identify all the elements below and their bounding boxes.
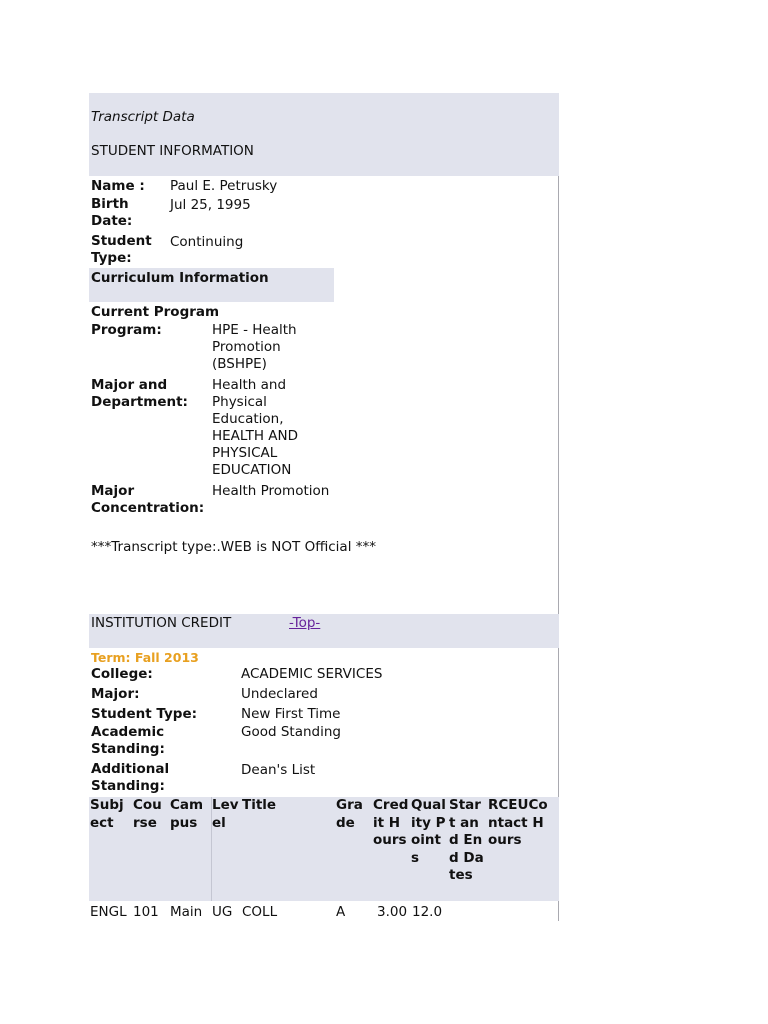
- cell-level: UG: [212, 904, 233, 920]
- name-label: Name :: [91, 178, 145, 194]
- top-link[interactable]: -Top-: [289, 615, 321, 631]
- student-info-heading: STUDENT INFORMATION: [91, 143, 254, 159]
- cell-course: 101: [133, 904, 159, 920]
- col-header-campus: Campus: [170, 797, 204, 831]
- cell-credit-hours: 3.00: [377, 904, 408, 920]
- cell-grade: A: [336, 904, 346, 920]
- term-major-label: Major:: [91, 686, 140, 702]
- college-label: College:: [91, 666, 153, 682]
- col-header-quality-points: Quality Points: [411, 797, 446, 866]
- college-value: ACADEMIC SERVICES: [241, 666, 383, 682]
- academic-standing-label: Academic Standing:: [91, 724, 165, 757]
- cell-campus: Main: [170, 904, 203, 920]
- cell-title: COLL: [242, 904, 278, 920]
- transcript-page: [89, 93, 559, 1024]
- term-label: Term: Fall 2013: [91, 650, 199, 665]
- additional-standing-label: Additional Standing:: [91, 761, 170, 794]
- institution-credit-heading: INSTITUTION CREDIT: [91, 615, 232, 631]
- page-title: Transcript Data: [91, 109, 195, 125]
- col-header-subject: Subject: [90, 797, 124, 831]
- birth-date-value: Jul 25, 1995: [170, 197, 251, 213]
- major-dept-value: Health and Physical Education, HEALTH AND PHYSICAL EDUCATION: [212, 377, 298, 478]
- program-value: HPE - Health Promotion (BSHPE): [212, 322, 297, 372]
- cell-quality-points: 12.0: [412, 904, 443, 920]
- curriculum-heading: Curriculum Information: [91, 270, 269, 286]
- concentration-value: Health Promotion: [212, 483, 330, 499]
- cell-subject: ENGL: [90, 904, 127, 920]
- birth-date-label: Birth Date:: [91, 196, 133, 229]
- col-header-contact-hours: RCEUContact Hours: [488, 797, 548, 848]
- transcript-notice: ***Transcript type:.WEB is NOT Official ***: [91, 539, 376, 555]
- major-dept-label: Major and Department:: [91, 377, 188, 410]
- student-type-label: Student Type:: [91, 233, 152, 266]
- col-header-level: Level: [212, 797, 239, 831]
- col-header-start-end-dates: Start and End Dates: [449, 797, 484, 883]
- col-header-title: Title: [242, 797, 277, 813]
- col-header-credit-hours: Credit Hours: [373, 797, 409, 848]
- name-value: Paul E. Petrusky: [170, 178, 278, 194]
- student-type-value: Continuing: [170, 234, 244, 250]
- course-table: [89, 797, 559, 927]
- program-label: Program:: [91, 322, 162, 338]
- col-header-grade: Grade: [336, 797, 363, 831]
- concentration-label: Major Concentration:: [91, 483, 205, 516]
- term-major-value: Undeclared: [241, 686, 318, 702]
- term-student-type-label: Student Type:: [91, 706, 197, 722]
- term-student-type-value: New First Time: [241, 706, 341, 722]
- academic-standing-value: Good Standing: [241, 724, 341, 740]
- additional-standing-value: Dean's List: [241, 762, 316, 778]
- col-header-course: Course: [133, 797, 162, 831]
- current-program-label: Current Program: [91, 304, 220, 320]
- title-band: [89, 93, 559, 176]
